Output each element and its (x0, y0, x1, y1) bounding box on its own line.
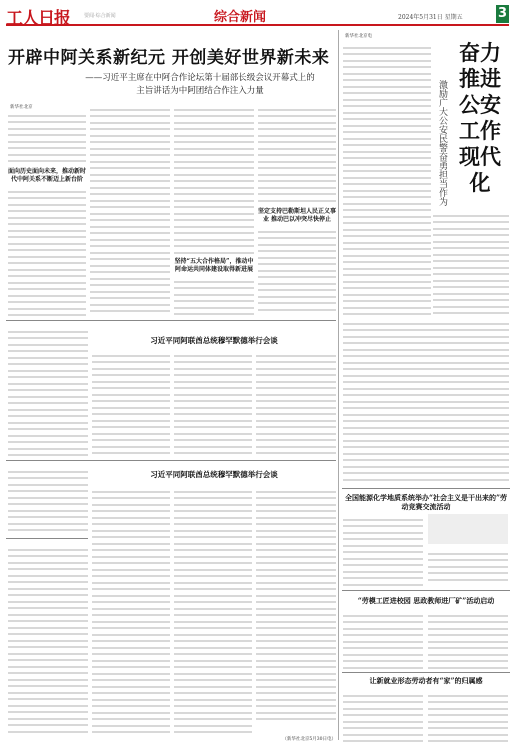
right-lower-3-text-a (343, 690, 423, 742)
main-text-col4-a (258, 104, 336, 204)
right-story-byline: 新华社北京电 (345, 34, 372, 39)
middle-text-col3 (174, 350, 252, 456)
main-sub-heading-2: 坚定支持巴勒斯坦人民正义事业 推动巴以冲突尽快停止 (258, 208, 337, 223)
right-lower-1-text-b (428, 548, 508, 586)
newspaper-logo: 工人日报 (6, 9, 70, 29)
main-text-col1-a (8, 110, 86, 166)
logo-subtitle: 要闻·综合新闻 (84, 13, 116, 19)
main-text-col4-b (258, 226, 336, 316)
main-text-col1-b (8, 186, 86, 316)
lower-divider-small (6, 538, 88, 539)
main-sub-heading-3: 坚持“五大合作格局”，推动中阿命运共同体建设取得新进展 (174, 258, 254, 273)
event-photo (428, 514, 508, 544)
issue-date: 2024年5月31日 星期五 (398, 14, 463, 21)
right-lower-2-title: “劳模工匠进校园 思政教师进厂矿”活动启动 (357, 596, 495, 605)
main-headline: 开辟中阿关系新纪元 开创美好世界新未来 (8, 48, 330, 68)
right-divider-3 (342, 672, 510, 673)
right-lower-2-text-b (428, 610, 508, 670)
main-text-col3-a (174, 104, 254, 254)
right-story-text-3 (343, 318, 509, 483)
section-divider (6, 320, 336, 321)
middle-text-col4 (256, 350, 336, 456)
main-subheadline (60, 72, 340, 98)
masthead (6, 4, 509, 29)
column-divider (338, 30, 339, 320)
subheadline-line-2: 主旨讲话为中阿团结合作注入力量 (136, 86, 264, 96)
right-lower-3-title: 让新就业形态劳动者有“家”的归属感 (369, 676, 483, 685)
lower-text-col2 (92, 486, 170, 736)
right-story-subtitle: 激励广大公安民警奋勇担当作为 (437, 80, 447, 206)
main-story-byline: 新华社北京 (10, 105, 33, 110)
section-title: 综合新闻 (214, 10, 267, 25)
right-story-text (343, 42, 431, 317)
middle-story-title: 习近平同阿联酋总统穆罕默德举行会谈 (150, 336, 278, 345)
lower-story-title: 习近平同阿联酋总统穆罕默德举行会谈 (150, 470, 278, 479)
lower-text-col4 (256, 486, 336, 722)
lower-text-col1-b (8, 544, 88, 736)
right-story-text-2 (433, 210, 509, 316)
lower-text-col3 (174, 486, 252, 736)
column-divider-2 (338, 320, 339, 740)
section-divider-2 (6, 460, 336, 461)
main-text-col2 (90, 104, 170, 316)
main-text-col3-b (174, 276, 254, 316)
right-divider-1 (342, 488, 510, 489)
right-lower-1-text-a (343, 514, 423, 586)
right-lower-3-text-b (428, 690, 508, 742)
lower-text-col1-a (8, 466, 88, 536)
right-lower-1-title: 全国能源化学地质系统举办“社会主义是干出来的”劳动竞赛交流活动 (344, 493, 508, 511)
middle-text-col1 (8, 326, 88, 456)
subheadline-line-1: ——习近平主席在中阿合作论坛第十届部长级会议开幕式上的 (85, 73, 315, 83)
footer-note: （新华社北京5月30日电） (282, 737, 336, 742)
right-story-title: 奋力推进公安工作现代化 (459, 40, 501, 195)
middle-text-col2 (92, 350, 170, 456)
right-lower-2-text-a (343, 610, 423, 670)
page-number-badge: 3 (497, 6, 508, 21)
right-divider-2 (342, 590, 510, 591)
main-sub-heading-1: 面向历史面向未来，推动新时代中阿关系不断迈上新台阶 (8, 168, 87, 183)
